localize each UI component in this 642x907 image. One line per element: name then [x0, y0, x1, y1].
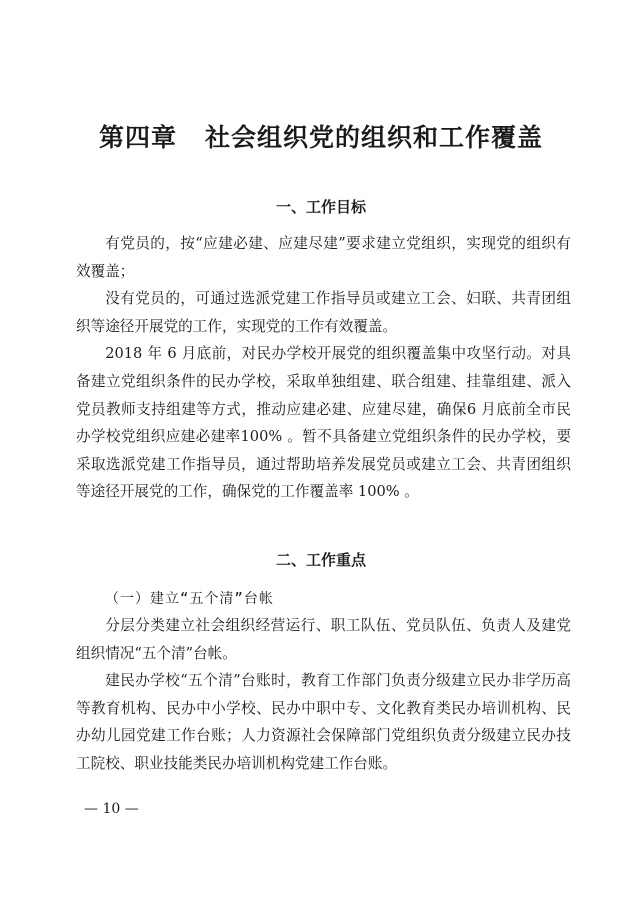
paragraph: 有党员的，按“应建必建、应建尽建”要求建立党组织，实现党的组织有效覆盖； [76, 235, 571, 280]
paragraph: 建民办学校“五个清”台账时，教育工作部门负责分级建立民办非学历高等教育机构、民办中小学校、民办中职中专、文化教育类民办培训机构、民办幼儿园党建工作台账；人力资源社会保障部门党组织负责分级建立民办技工院校、职业技能类民办培训机构党建工作台账。 [76, 672, 571, 772]
chapter-title [0, 118, 642, 154]
section-priorities-body [76, 612, 571, 778]
page-number: — 10 — [84, 801, 139, 817]
paragraph: 分层分类建立社会组织经营运行、职工队伍、党员队伍、负责人及建党组织情况“五个清”台帐。 [76, 617, 571, 662]
section-heading-priorities: 二、工作重点 [275, 551, 366, 569]
paragraph: 2018 年 6 月底前，对民办学校开展党的组织覆盖集中攻坚行动。对具备建立党组织条件的民办学校，采取单独组建、联合组建、挂靠组建、派入党员教师支持组建等方式，推动应建必建、应建尽建，确保6 月底前全市民办学校党组织应建必建率100% 。暂不具备建立党组织条件的民办学校，要采取选派党建工作指导员，通过帮助培养发展党员或建立工会、共青团组织等途径开展党的工作，确保党的工作覆盖率 100% 。 [76, 345, 571, 501]
section-heading-goals: 一、工作目标 [275, 198, 366, 216]
paragraph: 没有党员的，可通过选派党建工作指导员或建立工会、妇联、共青团组织等途径开展党的工作，实现党的工作有效覆盖。 [76, 290, 571, 335]
subsection-heading: （一）建立“五个清”台帐 [105, 591, 274, 607]
chapter-number: 第四章 [98, 123, 177, 152]
section-goals-body [76, 230, 571, 506]
chapter-title-text: 社会组织党的组织和工作覆盖 [205, 123, 544, 152]
